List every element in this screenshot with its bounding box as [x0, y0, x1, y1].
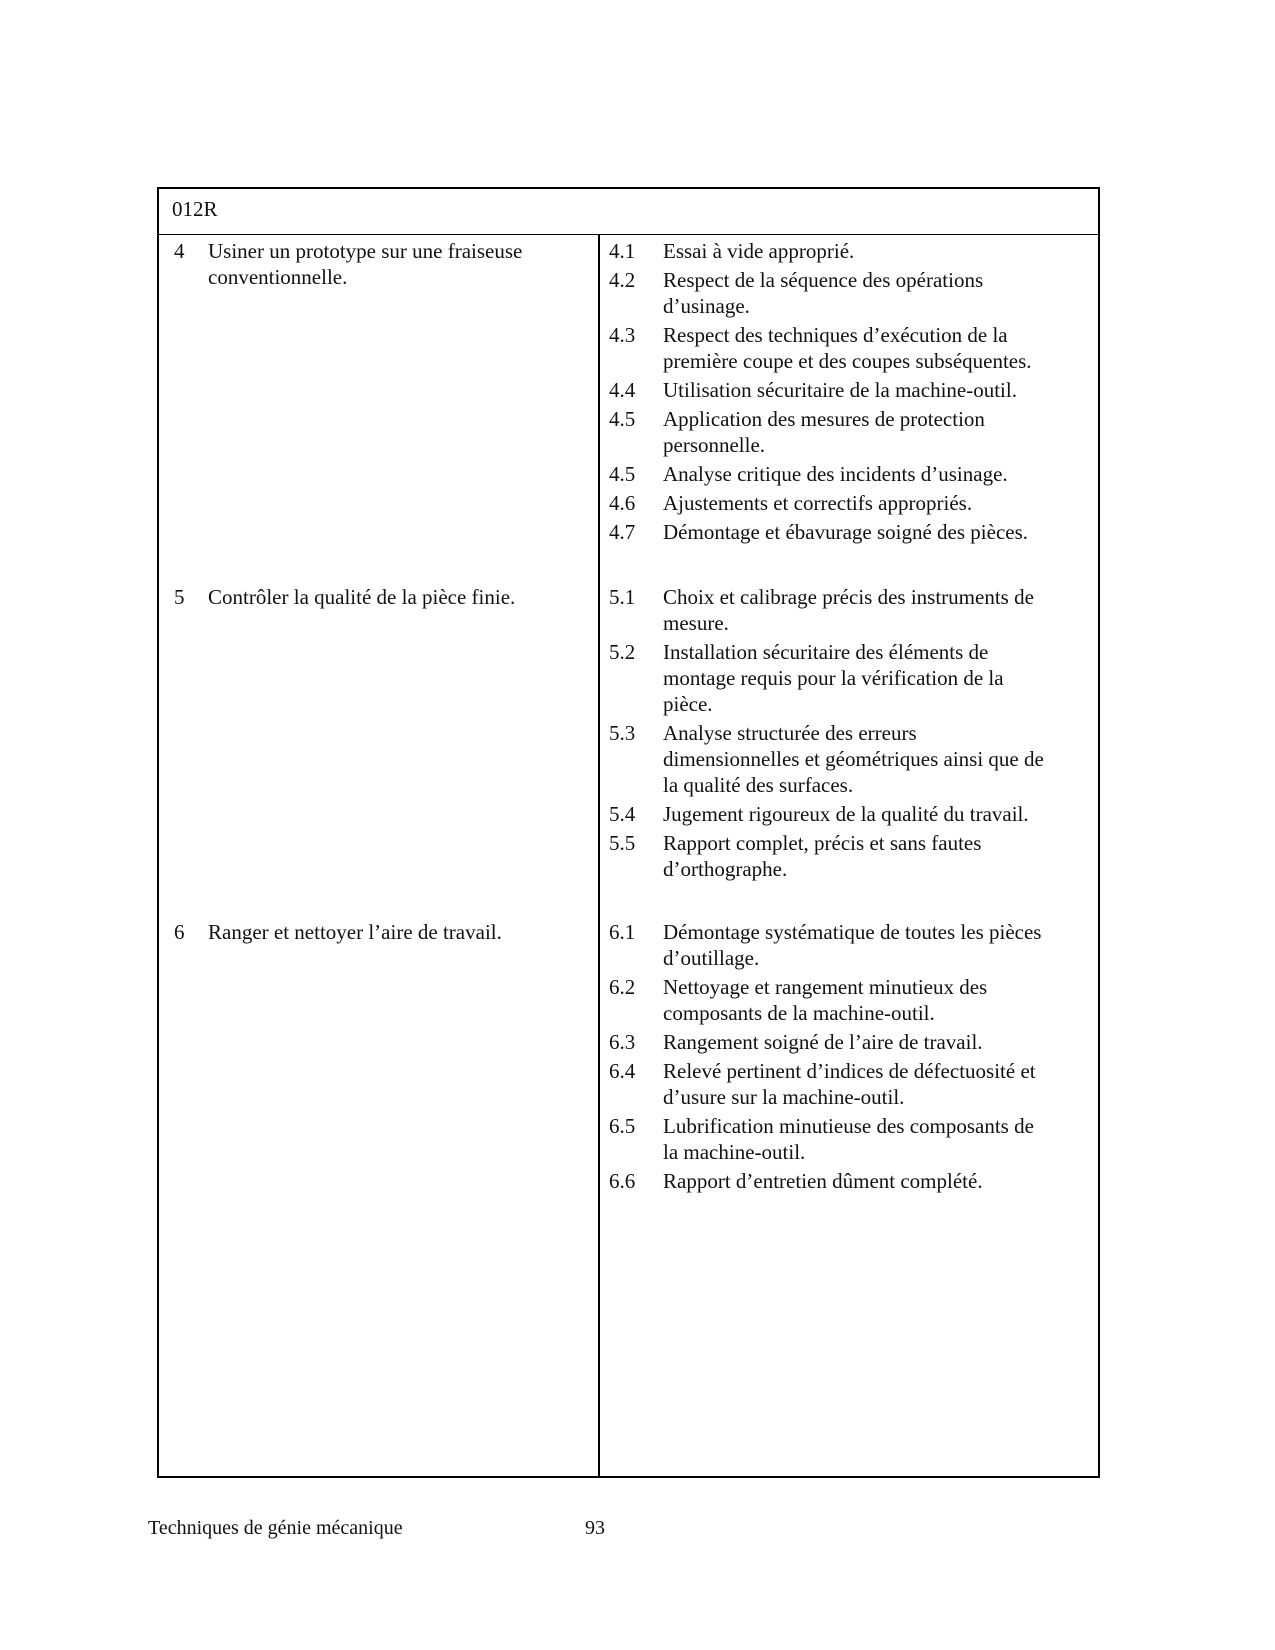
criteria-list	[609, 919, 1049, 1197]
column-divider	[598, 235, 600, 1476]
criterion-number: 4.5	[609, 407, 636, 431]
criterion-item	[609, 974, 1049, 1026]
criterion-number: 5.2	[609, 640, 636, 664]
criterion-text: Rangement soigné de l’aire de travail.	[663, 1030, 983, 1054]
criterion-text: Lubrification minutieuse des composants de la machine-outil.	[663, 1114, 1034, 1164]
criterion-item	[609, 720, 1049, 798]
criterion-text: Application des mesures de protection personnelle.	[663, 407, 985, 457]
criterion-number: 4.3	[609, 323, 636, 347]
criterion-number: 6.2	[609, 975, 636, 999]
criterion-text: Utilisation sécuritaire de la machine-outil.	[663, 378, 1017, 402]
criterion-item	[609, 461, 1049, 487]
criterion-number: 6.1	[609, 920, 636, 944]
criterion-number: 6.4	[609, 1059, 636, 1083]
competency-code: 012R	[172, 197, 218, 221]
criterion-number: 6.5	[609, 1114, 636, 1138]
task-text: Contrôler la qualité de la pièce finie.	[208, 585, 516, 609]
criterion-item	[609, 1029, 1049, 1055]
task-number: 6	[174, 920, 185, 944]
criterion-item	[609, 406, 1049, 458]
criterion-item	[609, 267, 1049, 319]
criterion-item	[609, 377, 1049, 403]
criterion-number: 5.3	[609, 721, 636, 745]
criterion-text: Respect de la séquence des opérations d’usinage.	[663, 268, 984, 318]
criterion-number: 4.7	[609, 520, 636, 544]
criterion-item	[609, 1058, 1049, 1110]
criterion-item	[609, 322, 1049, 374]
criterion-item	[609, 801, 1049, 827]
task	[174, 238, 574, 290]
task	[174, 919, 574, 945]
criterion-text: Respect des techniques d’exécution de la première coupe et des coupes subséquentes.	[663, 323, 1032, 373]
task-number: 4	[174, 239, 185, 263]
criterion-text: Démontage et ébavurage soigné des pièces.	[663, 520, 1029, 544]
task-text: Ranger et nettoyer l’aire de travail.	[208, 920, 502, 944]
criterion-item	[609, 919, 1049, 971]
criterion-number: 5.5	[609, 831, 636, 855]
page-number: 93	[585, 1517, 605, 1539]
criterion-item	[609, 639, 1049, 717]
competency-table	[157, 187, 1100, 1478]
footer-program: Techniques de génie mécanique	[148, 1517, 403, 1539]
criteria-list	[609, 584, 1049, 885]
table-header	[159, 189, 1098, 235]
criterion-number: 4.6	[609, 491, 636, 515]
criterion-text: Analyse critique des incidents d’usinage.	[663, 462, 1008, 486]
criterion-text: Ajustements et correctifs appropriés.	[663, 491, 973, 515]
criterion-text: Rapport complet, précis et sans fautes d’orthographe.	[663, 831, 982, 881]
criterion-text: Jugement rigoureux de la qualité du travail.	[663, 802, 1029, 826]
criterion-item	[609, 1168, 1049, 1194]
task-text: Usiner un prototype sur une fraiseuse conventionnelle.	[208, 239, 523, 289]
criterion-number: 6.3	[609, 1030, 636, 1054]
task	[174, 584, 574, 610]
criterion-text: Rapport d’entretien dûment complété.	[663, 1169, 983, 1193]
criteria-list	[609, 238, 1049, 548]
criterion-item	[609, 238, 1049, 264]
criterion-number: 4.4	[609, 378, 636, 402]
criterion-number: 6.6	[609, 1169, 636, 1193]
criterion-text: Essai à vide approprié.	[663, 239, 855, 263]
criterion-item	[609, 830, 1049, 882]
criterion-text: Analyse structurée des erreurs dimensionnelles et géométriques ainsi que de la qualité des surfaces.	[663, 721, 1044, 797]
criterion-item	[609, 490, 1049, 516]
task-number: 5	[174, 585, 185, 609]
criterion-item	[609, 519, 1049, 545]
criterion-text: Nettoyage et rangement minutieux des composants de la machine-outil.	[663, 975, 988, 1025]
criterion-item	[609, 1113, 1049, 1165]
criterion-text: Relevé pertinent d’indices de défectuosité et d’usure sur la machine-outil.	[663, 1059, 1036, 1109]
criterion-number: 4.1	[609, 239, 636, 263]
criterion-number: 4.5	[609, 462, 636, 486]
criterion-text: Démontage systématique de toutes les pièces d’outillage.	[663, 920, 1042, 970]
criterion-number: 5.4	[609, 802, 636, 826]
criterion-text: Choix et calibrage précis des instruments de mesure.	[663, 585, 1034, 635]
criterion-item	[609, 584, 1049, 636]
criterion-number: 5.1	[609, 585, 636, 609]
criterion-number: 4.2	[609, 268, 636, 292]
criterion-text: Installation sécuritaire des éléments de montage requis pour la vérification de la pièce.	[663, 640, 1004, 716]
